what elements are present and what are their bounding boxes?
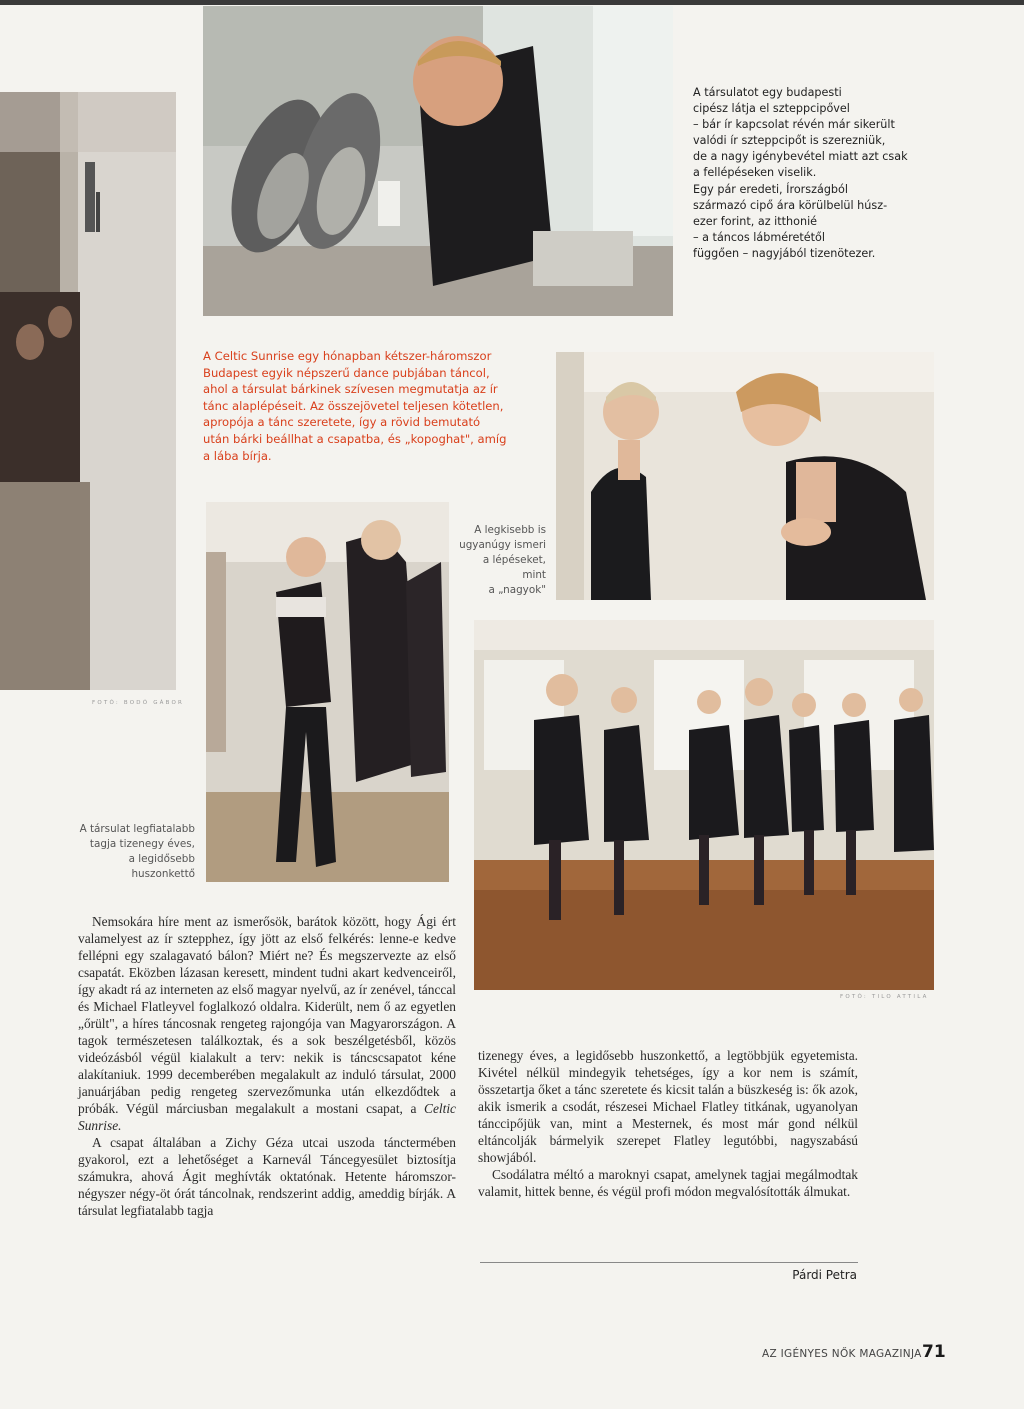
caption-line: ezer forint, az itthonié	[693, 214, 818, 228]
caption-line: apropója a tánc szeretete, így a rövid bemutató	[203, 415, 481, 430]
caption-line: a lépéseket,	[482, 554, 546, 566]
author-divider	[480, 1262, 858, 1263]
boy-dancing-photo	[206, 502, 449, 882]
group-name: Celtic Sunrise.	[78, 1101, 456, 1133]
smallest-caption	[440, 523, 546, 598]
caption-line: cipész látja el szteppcipővel	[693, 102, 850, 116]
article-paragraph	[78, 913, 456, 1134]
caption-line: ugyanúgy ismeri	[459, 539, 546, 551]
paragraph-text: Nemsokára híre ment az ismerősök, barátok között, hogy Ági ért valamelyest az ír sztepphez, így jött az első felkérés: lenne-e kedve fellépni egy szalagavató bálon? Miért ne? És megszervezte az első csapatát. Eközben lázasan keresett, mindent tudni akart kedvenceiről, így akadt rá az interneten az első magyar nyelvű, az ír zenével, tánccal és Michael Flatleyvel foglalkozó oldalra. Kiderült, nem ő az egyetlen „őrült", a híres táncosnak rengeteg rajongója van Magyarországon. A tagok természetesen találkoztak, és a sok beszélgetésből, közös videózásból végül kialakult a terv: nekik is táncscsapatot kéne alakítaniuk. 1999 decemberében megalakult az induló társulat, 2000 januárjában pedig rengeteg szervezőmunka után elkezdődtek a próbák. Végül márciusban megalakult a mostani csapat, a	[78, 914, 456, 1116]
article-column-left	[78, 913, 456, 1219]
caption-line: tánc alaplépéseit. Az összejövetel teljesen kötetlen,	[203, 398, 504, 413]
hallway-photo	[0, 92, 176, 690]
caption-line: A társulat legfiatalabb	[79, 823, 195, 835]
page-number: 71	[922, 1342, 946, 1362]
caption-line: valódi ír szteppcipőt is szerezniük,	[693, 134, 886, 148]
caption-line: tagja tizenegy éves,	[89, 838, 195, 850]
article-paragraph: tizenegy éves, a legidősebb huszonkettő, a legtöbbjük egyetemista. Kivétel nélkül mindegyik tehetséges, így a kor nem is számít, összetartja őket a tánc szeretete és kicsit talán a büszkeség is: ők azok, akik ismerik a csodát, részesei Michael Flatley titkának, ugyanolyan tánccipőjük van, mint a Mesternek, és most már gond nélkül eltáncolják bármelyik szerepet Flatley legutóbbi, nagyszabású showjából.	[478, 1048, 858, 1165]
youngest-caption	[60, 822, 195, 882]
caption-line: a „nagyok"	[488, 584, 546, 596]
caption-line: Budapest egyik népszerű dance pubjában táncol,	[203, 365, 490, 380]
boy-shoes-photo	[203, 6, 673, 316]
caption-line: A társulatot egy budapesti	[693, 86, 842, 99]
photo-credit: FOTÓ: TILO ATTILA	[840, 994, 929, 1000]
coach-boy-photo	[556, 352, 934, 600]
caption-line: – bár ír kapcsolat révén már sikerült	[693, 118, 895, 132]
author-name: Párdi Petra	[792, 1268, 857, 1282]
group-dance-photo	[474, 620, 934, 990]
photo-credit: FOTÓ: BODÓ GÁBOR	[92, 700, 185, 706]
top-edge	[0, 0, 1024, 5]
article-paragraph: A csapat általában a Zichy Géza utcai uszoda tánctermében gyakorol, ezt a lehetőséget a Karnevál Táncegyesület biztosítja számukra, ahová Ágit meghívták oktatónak. Hetente háromszor-négyszer négy-öt órát táncolnak, rendszerint addig, ameddig bírják. A társulat legfiatalabb tagja	[78, 1135, 456, 1218]
caption-line: származó cipő ára körülbelül húsz-	[693, 198, 888, 212]
caption-line: után bárki beállhat a csapatba, és „kopoghat", amíg	[203, 431, 507, 446]
caption-line: a fellépéseken viselik.	[693, 166, 817, 180]
caption-line: – a táncos lábméretétől	[693, 230, 825, 244]
caption-line: A legkisebb is	[474, 524, 546, 536]
caption-line: a legidősebb	[128, 853, 195, 865]
caption-line: ahol a társulat bárkinek szívesen megmutatja az ír	[203, 382, 498, 397]
magazine-name: AZ IGÉNYES NŐK MAGAZINJA	[762, 1348, 922, 1360]
caption-line: de a nagy igénybevétel miatt azt csak	[693, 150, 908, 164]
caption-line: Egy pár eredeti, Írországból	[693, 182, 848, 196]
article-column-right	[478, 1047, 858, 1200]
caption-line: a lába bírja.	[203, 448, 272, 463]
shoes-caption	[693, 85, 943, 262]
caption-line: huszonkettő	[131, 868, 195, 880]
caption-line: A Celtic Sunrise egy hónapban kétszer-háromszor	[203, 349, 492, 363]
caption-line: függően – nagyjából tizenötezer.	[693, 246, 876, 260]
article-paragraph: Csodálatra méltó a maroknyi csapat, amelynek tagjai megálmodtak valamit, hittek benne, és végül profi módon megvalósították álmukat.	[478, 1167, 858, 1199]
pub-caption	[203, 348, 543, 464]
caption-line: mint	[522, 569, 546, 581]
